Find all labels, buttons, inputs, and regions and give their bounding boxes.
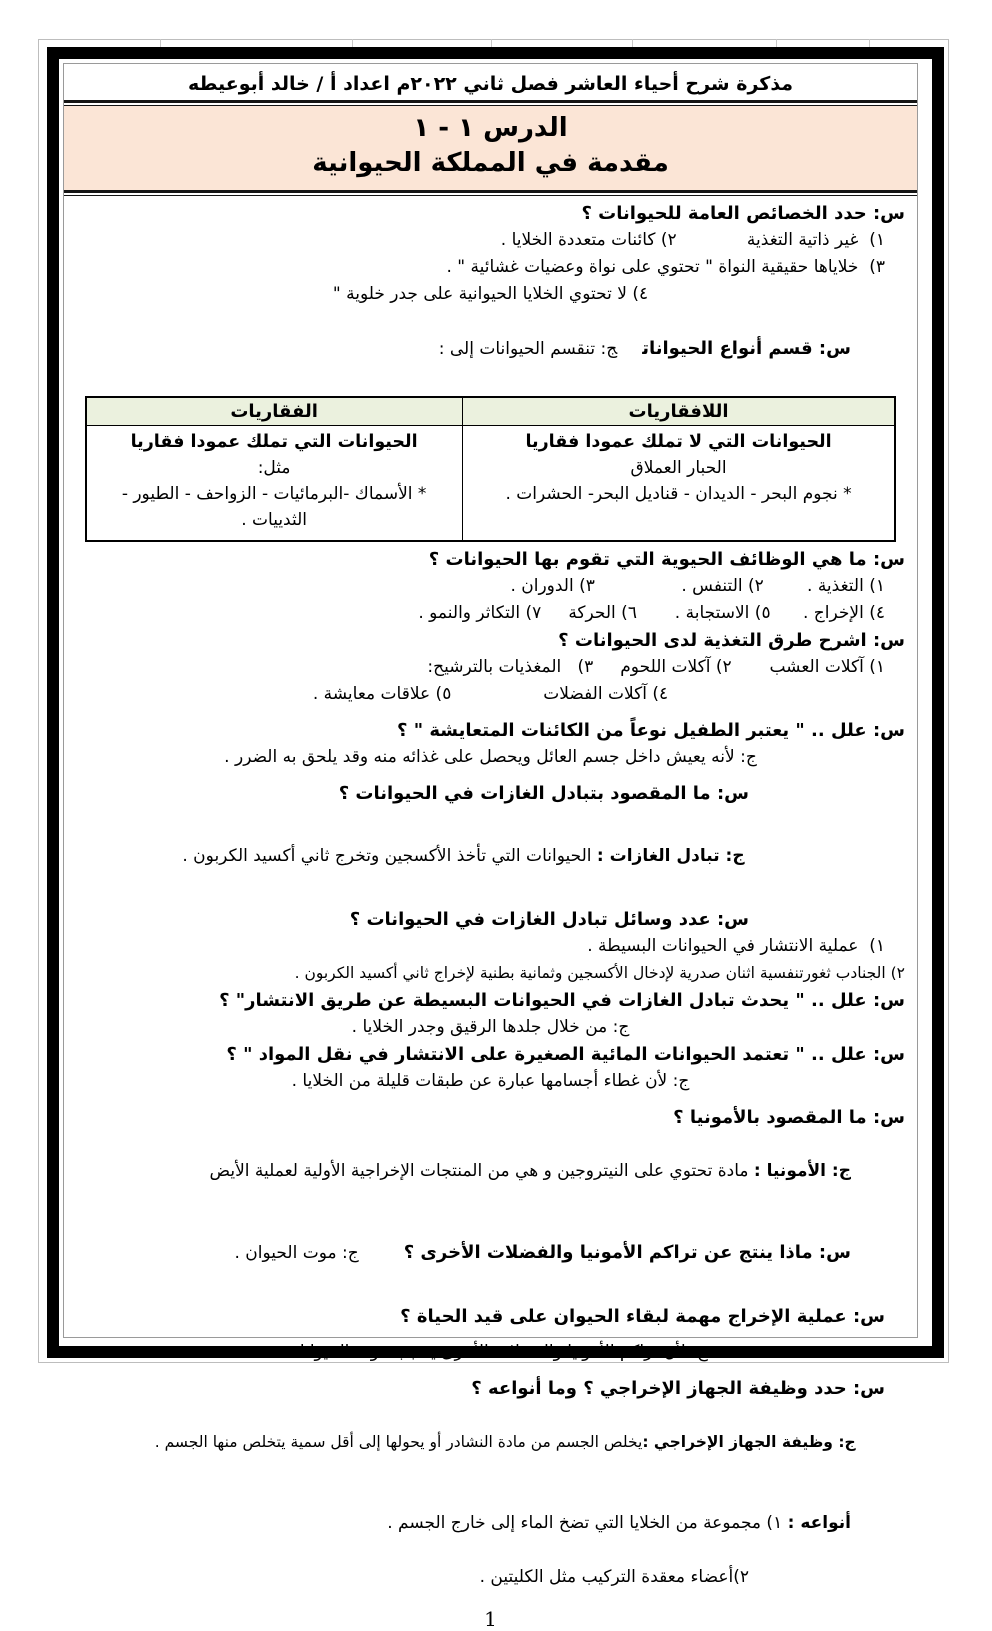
question-excretory-system: س: حدد وظيفة الجهاز الإخراجي ؟ وما أنواعه ؟ [471, 1378, 885, 1399]
content-area [63, 63, 918, 1631]
question-gas-exchange-definition: س: ما المقصود بتبادل الغازات في الحيوانات ؟ [338, 783, 749, 804]
question-gas-exchange-means: س: عدد وسائل تبادل الغازات في الحيوانات ؟ [349, 909, 749, 930]
answer-text: ج: موت الحيوان . [234, 1243, 359, 1263]
cell-line: مثل: [257, 458, 291, 478]
lesson-banner [64, 106, 917, 190]
answer-term: ج: الأمونيا : [753, 1161, 851, 1181]
answer-line: ج: لأنه يعيش داخل جسم العائل ويحصل على غذائه منه وقد يلحق به الضرر . [224, 747, 757, 767]
types-line: ٢)أعضاء معقدة التركيب مثل الكليتين . [479, 1567, 749, 1587]
question-excretion-importance: س: عملية الإخراج مهمة لبقاء الحيوان على قيد الحياة ؟ [400, 1306, 885, 1327]
list-line: ١) غير ذاتية التغذية ٢) كائنات متعددة الخلايا . [500, 230, 885, 250]
list-line: ١) التغذية . ٢) التنفس . ٣) الدوران . [510, 576, 885, 596]
answer-line: ج: لأن تراكم الأمونيا والفضلات الأخرى يسبب موت الحيوانات . [273, 1342, 708, 1362]
types-line [72, 1483, 909, 1564]
animal-classification-table [85, 396, 897, 542]
answer-term: ج: تبادل الغازات : [596, 846, 745, 866]
list-line: ٤) الإخراج . ٥) الاستجابة . ٦) الحركة ٧) التكاثر والنمو . [418, 603, 885, 623]
list-line: ٣) خلاياها حقيقية النواة " تحتوي على نواة وعضيات غشائية " . [446, 257, 885, 277]
cell-line: الحبار العملاق [630, 458, 727, 478]
answer-text: الحيوانات التي تأخذ الأكسجين وتخرج ثاني أكسيد الكربون . [182, 846, 597, 866]
answer-line [72, 1402, 909, 1483]
types-term: أنواعه : [787, 1513, 851, 1533]
page-frame [47, 47, 944, 1631]
answer-line: ج: لأن غطاء أجسامها عبارة عن طبقات قليلة من الخلايا . [291, 1071, 690, 1091]
question-text: س: قسم أنواع الحيوانات [642, 338, 851, 359]
question-text: س: ماذا ينتج عن تراكم الأمونيا والفضلات الأخرى ؟ [403, 1242, 851, 1263]
document-body [64, 196, 917, 1631]
table-header-vertebrates: الفقاريات [86, 397, 463, 426]
question-ammonia-definition: س: ما المقصود بالأمونيا ؟ [673, 1107, 905, 1128]
list-line: ٢) الجنادب ثغورتنفسية اثنان صدرية لإدخال الأكسجين وثمانية بطنية لإخراج ثاني أكسيد الكربون . [294, 964, 905, 982]
answer-line [72, 816, 909, 897]
answer-term: ج: وظيفة الجهاز الإخراجي : [642, 1433, 856, 1451]
cell-line: * الأسماك -البرمائيات - الزواحف - الطيور - الثدييات . [121, 484, 427, 530]
question-vital-functions: س: ما هي الوظائف الحيوية التي تقوم بها الحيوانات ؟ [428, 549, 905, 570]
question-ammonia-accumulation [72, 1212, 909, 1294]
list-line: ٤) آكلات الفضلات ٥) علاقات معايشة . [312, 684, 669, 704]
answer-line: ج: من خلال جلدها الرقيق وجدر الخلايا . [351, 1017, 630, 1037]
question-feeding-methods: س: اشرح طرق التغذية لدى الحيوانات ؟ [558, 630, 905, 651]
question-diffusion-simple-animals: س: علل .. " يحدث تبادل الغازات في الحيوانات البسيطة عن طريق الانتشار" ؟ [219, 990, 905, 1011]
cell-line: الحيوانات التي تملك عمودا فقاريا [130, 432, 418, 452]
list-line: ١) عملية الانتشار في الحيوانات البسيطة . [587, 936, 885, 956]
lesson-number: الدرس ١ - ١ [413, 113, 568, 143]
question-general-characteristics: س: حدد الخصائص العامة للحيوانات ؟ [581, 203, 905, 224]
list-line: ١) آكلات العشب ٢) آكلات اللحوم ٣) المغذيات بالترشيح: [427, 657, 885, 677]
table-header-invertebrates: اللافقاريات [462, 397, 895, 426]
invertebrates-cell [462, 426, 895, 542]
page-number: 1 [484, 1607, 497, 1631]
cell-line: الحيوانات التي لا تملك عمودا فقاريا [525, 432, 832, 452]
document-header-title: مذكرة شرح أحياء العاشر فصل ثاني ٢٠٢٢م اعداد أ / خالد أبوعيطه [187, 73, 794, 95]
question-animal-types [72, 308, 909, 390]
question-small-aquatic-animals: س: علل .. " تعتمد الحيوانات المائية الصغيرة على الانتشار في نقل المواد " ؟ [226, 1044, 905, 1065]
cell-line: * نجوم البحر - الديدان - قناديل البحر- الحشرات . [505, 484, 852, 504]
answer-text: ج: تنقسم الحيوانات إلى : [438, 339, 618, 359]
vertebrates-cell [86, 426, 463, 542]
lesson-title: مقدمة في المملكة الحيوانية [312, 148, 669, 178]
types-text: ١) مجموعة من الخلايا التي تضخ الماء إلى خارج الجسم . [387, 1513, 788, 1533]
question-parasite: س: علل .. " يعتبر الطفيل نوعاً من الكائنات المتعايشة " ؟ [397, 720, 905, 741]
answer-line [72, 1131, 909, 1212]
answer-text: يخلص الجسم من مادة النشادر أو يحولها إلى أقل سمية يتخلص منها الجسم . [154, 1433, 643, 1451]
answer-text: مادة تحتوي على النيتروجين و هي من المنتجات الإخراجية الأولية لعملية الأيض [209, 1161, 754, 1181]
list-line: ٤) لا تحتوي الخلايا الحيوانية على جدر خلوية " [332, 284, 649, 304]
